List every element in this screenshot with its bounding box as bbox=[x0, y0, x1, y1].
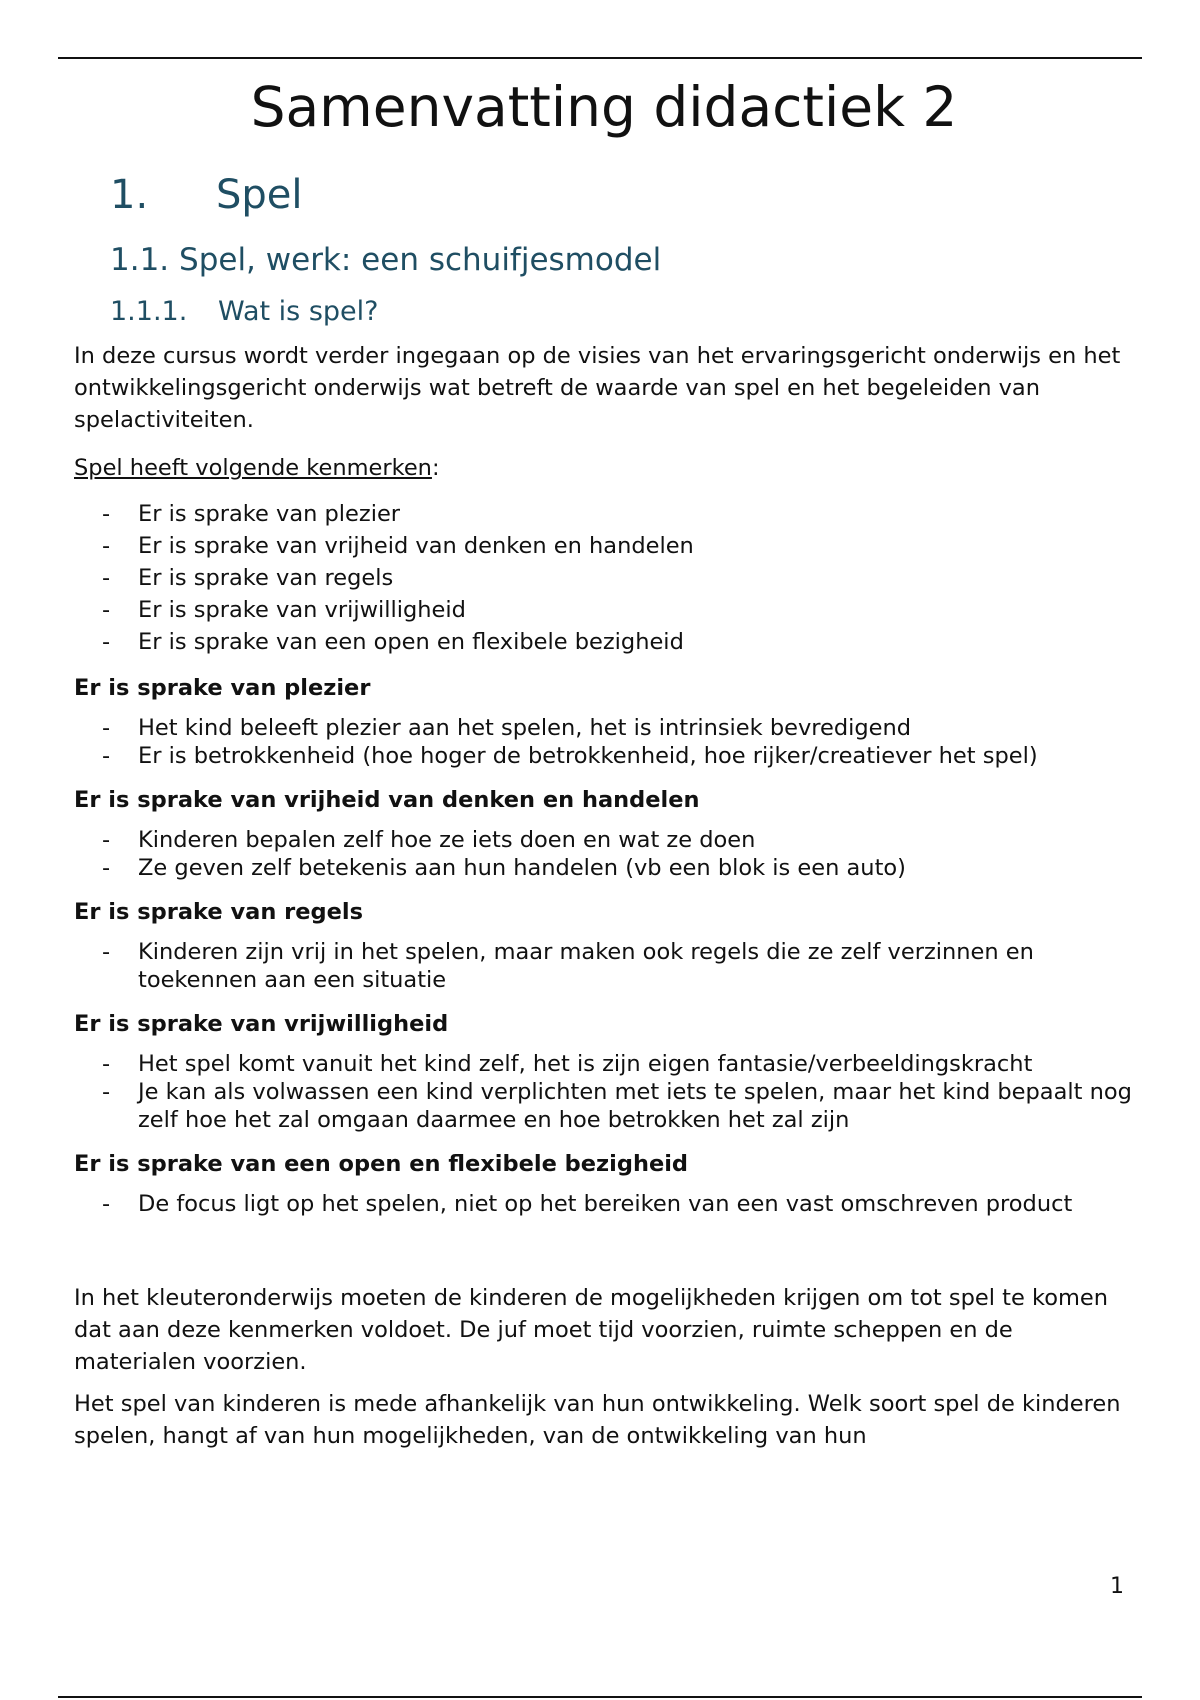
dash-bullet: - bbox=[102, 855, 111, 881]
list-item-text: Ze geven zelf betekenis aan hun handelen (vb een blok is een auto) bbox=[138, 855, 906, 881]
detail-list-open bbox=[74, 1190, 1134, 1218]
list-item-text: Kinderen zijn vrij in het spelen, maar maken ook regels die ze zelf verzinnen en toekennen aan een situatie bbox=[138, 939, 1034, 993]
list-item-text: Kinderen bepalen zelf hoe ze iets doen en wat ze doen bbox=[138, 827, 756, 853]
detail-heading-vrijwilligheid: Er is sprake van vrijwilligheid bbox=[74, 1011, 449, 1037]
list-item-text: De focus ligt op het spelen, niet op het bereiken van een vast omschreven product bbox=[138, 1191, 1073, 1217]
subsubsection-number: 1.1.1. bbox=[110, 296, 188, 327]
detail-list-plezier bbox=[74, 714, 1134, 770]
dash-bullet: - bbox=[102, 939, 111, 965]
dash-bullet: - bbox=[102, 1191, 111, 1217]
dash-bullet: - bbox=[102, 533, 111, 559]
list-item-text: Er is betrokkenheid (hoe hoger de betrokkenheid, hoe rijker/creatiever het spel) bbox=[138, 743, 1038, 769]
features-label-text: Spel heeft volgende kenmerken bbox=[74, 455, 432, 481]
document-title: Samenvatting didactiek 2 bbox=[250, 75, 958, 139]
list-item bbox=[74, 854, 1134, 882]
subsection-number: 1.1. bbox=[110, 242, 170, 278]
features-list bbox=[74, 498, 1134, 658]
list-item bbox=[74, 1078, 1134, 1134]
list-item-text: Er is sprake van een open en flexibele bezigheid bbox=[138, 629, 684, 655]
detail-heading-regels: Er is sprake van regels bbox=[74, 899, 363, 925]
closing-paragraph-2: Het spel van kinderen is mede afhankelijk van hun ontwikkeling. Welk soort spel de kinderen spelen, hangt af van hun mogelijkheden, van de ontwikkeling van hun bbox=[74, 1391, 1121, 1449]
page-number: 1 bbox=[1110, 1574, 1124, 1599]
list-item-text: Het spel komt vanuit het kind zelf, het is zijn eigen fantasie/verbeeldingskracht bbox=[138, 1051, 1033, 1077]
list-item bbox=[74, 742, 1134, 770]
section-heading bbox=[110, 170, 1134, 220]
detail-list-vrijwilligheid bbox=[74, 1050, 1134, 1134]
list-item bbox=[74, 938, 1134, 994]
dash-bullet: - bbox=[102, 629, 111, 655]
subsection-heading bbox=[110, 240, 1134, 280]
dash-bullet: - bbox=[102, 1079, 111, 1105]
dash-bullet: - bbox=[102, 715, 111, 741]
dash-bullet: - bbox=[102, 565, 111, 591]
detail-list-regels bbox=[74, 938, 1134, 994]
list-item-text: Er is sprake van plezier bbox=[138, 501, 401, 527]
dash-bullet: - bbox=[102, 1051, 111, 1077]
footer-rule bbox=[58, 1696, 1142, 1698]
section-title: Spel bbox=[216, 172, 303, 218]
list-item bbox=[74, 626, 1134, 658]
detail-heading-vrijheid: Er is sprake van vrijheid van denken en handelen bbox=[74, 787, 700, 813]
subsubsection-title: Wat is spel? bbox=[218, 296, 379, 327]
list-item bbox=[74, 530, 1134, 562]
closing-paragraph-1: In het kleuteronderwijs moeten de kinderen de mogelijkheden krijgen om tot spel te komen dat aan deze kenmerken voldoet. De juf moet tijd voorzien, ruimte scheppen en de materialen voorzien. bbox=[74, 1285, 1108, 1375]
features-label bbox=[74, 452, 1134, 484]
detail-list-vrijheid bbox=[74, 826, 1134, 882]
features-label-colon: : bbox=[431, 455, 440, 481]
list-item bbox=[74, 562, 1134, 594]
header-rule bbox=[58, 57, 1142, 59]
subsection-title: Spel, werk: een schuifjesmodel bbox=[179, 242, 662, 278]
dash-bullet: - bbox=[102, 597, 111, 623]
list-item bbox=[74, 826, 1134, 854]
list-item bbox=[74, 498, 1134, 530]
intro-paragraph: In deze cursus wordt verder ingegaan op de visies van het ervaringsgericht onderwijs en het ontwikkelingsgericht onderwijs wat betreft de waarde van spel en het begeleiden van spelactiviteiten. bbox=[74, 343, 1121, 433]
list-item bbox=[74, 594, 1134, 626]
dash-bullet: - bbox=[102, 827, 111, 853]
detail-heading-plezier: Er is sprake van plezier bbox=[74, 675, 371, 701]
list-item bbox=[74, 1190, 1134, 1218]
document-page bbox=[74, 70, 1134, 1452]
list-item bbox=[74, 714, 1134, 742]
list-item-text: Er is sprake van vrijheid van denken en handelen bbox=[138, 533, 694, 559]
list-item-text: Er is sprake van vrijwilligheid bbox=[138, 597, 466, 623]
spacer bbox=[74, 1218, 1134, 1272]
list-item-text: Je kan als volwassen een kind verplichten met iets te spelen, maar het kind bepaalt nog zelf hoe het zal omgaan daarmee en hoe betrokken het zal zijn bbox=[138, 1079, 1132, 1133]
detail-heading-open: Er is sprake van een open en flexibele bezigheid bbox=[74, 1151, 689, 1177]
list-item bbox=[74, 1050, 1134, 1078]
list-item-text: Het kind beleeft plezier aan het spelen, het is intrinsiek bevredigend bbox=[138, 715, 912, 741]
dash-bullet: - bbox=[102, 501, 111, 527]
section-number: 1. bbox=[110, 172, 149, 218]
subsubsection-heading bbox=[110, 294, 1134, 330]
list-item-text: Er is sprake van regels bbox=[138, 565, 394, 591]
dash-bullet: - bbox=[102, 743, 111, 769]
